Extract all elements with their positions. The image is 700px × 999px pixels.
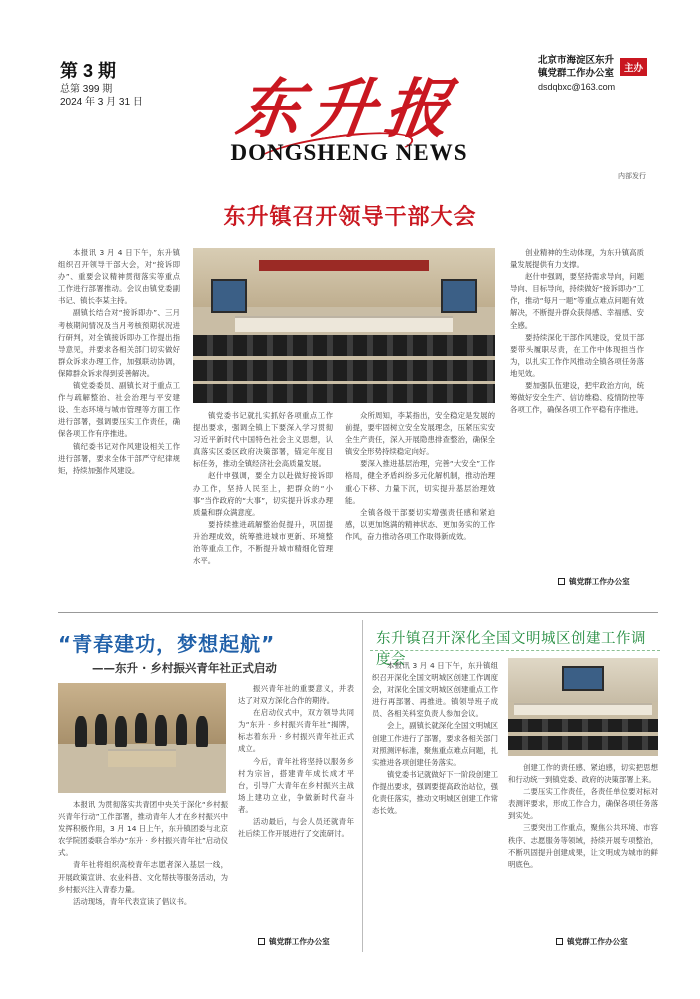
meeting-banner <box>259 260 428 271</box>
newspaper-title-cn: 东升报 <box>231 72 465 147</box>
rostrum-table <box>235 316 452 332</box>
youth-byline: 镇党群工作办公室 <box>258 936 330 947</box>
audience-row <box>193 360 495 382</box>
paragraph: 三要突出工作重点，聚焦公共环境、市容秩序、志愿服务等领域，持续开展专项整治，不断巩固提升创建成果，让文明成为城市的鲜明底色。 <box>508 823 658 869</box>
youth-column-2 <box>238 683 354 931</box>
lead-column-3 <box>345 410 495 620</box>
paragraph: 众所周知，李某指出，安全稳定是发展的前提，要牢固树立安全发展理念，压紧压实安全生产责任，深入开展隐患排查整治，确保全镇安全形势持续稳定向好。 <box>345 411 495 457</box>
civ-byline: 镇党群工作办公室 <box>556 936 628 947</box>
civ-column-1 <box>372 660 498 950</box>
publisher-email: dsdqbxc@163.com <box>538 82 616 92</box>
screen-left <box>211 279 247 313</box>
issue-date: 2024 年 3 月 31 日 <box>60 97 143 108</box>
civ-headline: 东升镇召开深化全国文明城区创建工作调度会 <box>376 631 646 668</box>
meeting-photo <box>193 248 495 403</box>
lead-byline: 镇党群工作办公室 <box>558 576 630 587</box>
paragraph: 二要压实工作责任，各责任单位要对标对表测评要求，形成工作合力，确保各项任务落到实处。 <box>508 787 658 821</box>
sponsor-badge: 主办 <box>620 58 647 76</box>
lead-column-1 <box>58 247 180 619</box>
square-icon <box>258 938 265 945</box>
newspaper-title-en: DONGSHENG NEWS <box>230 140 468 165</box>
paragraph: 创业精神的生动体现，为东升镇高质量发展提供有力支撑。 <box>510 248 644 270</box>
paragraph: 镇党委书记就扎实抓好各项重点工作提出要求，强调全镇上下要深入学习贯彻习近平新时代中国特色社会主义思想，认真落实区委区政府决策部署，锚定年度目标任务，推动全镇经济社会高质量发展。 <box>193 411 333 469</box>
audience-row <box>508 719 658 733</box>
paragraph: 本报讯 3 月 4 日下午，东升镇组织召开领导干部大会，对“接诉即办”、重要会议精神贯彻落实等重点工作进行部署推动。会议由镇党委副书记、镇长李某主持。 <box>58 248 180 306</box>
paragraph: 赵什申强调，要坚持需求导向，问题导向、目标导向，持续做好“接诉即办”工作，推动“每月一题”等重点难点问题有效解决，不断提升群众获得感、幸福感、安全感。 <box>510 272 644 330</box>
internal-distribution-note: 内部发行 <box>618 172 646 180</box>
paragraph: 今后，青年社将坚持以服务乡村为宗旨，搭建青年成长成才平台，引导广大青年在乡村振兴主战场上建功立业，争做新时代奋斗者。 <box>238 756 354 814</box>
youth-column-1 <box>58 799 228 949</box>
paragraph: 镇纪委书记对作风建设相关工作进行部署，要求全体干部严守纪律规矩，持续加强作风建设。 <box>58 441 180 475</box>
section-divider <box>58 612 658 613</box>
publisher-name: 北京市海淀区东升镇党群工作办公室 <box>538 55 615 79</box>
paragraph: 副镇长结合对“接诉即办”、三月考核期间情况及当月考核预期状况进行研判，对全镇接诉即办工作提出指导意见，并要求各相关部门切实做好群众诉求办理工作，加强联动协调，保障群众诉求得到妥善解决。 <box>58 308 180 378</box>
youth-subtitle: ——东升 · 乡村振兴青年社正式启动 <box>92 661 277 675</box>
paragraph: 要加强队伍建设，把牢政治方向，统筹做好安全生产、信访维稳、疫情防控等各项工作，确保各项工作平稳有序推进。 <box>510 381 644 415</box>
issue-number: 第 3 期 <box>60 61 117 81</box>
paragraph: 要持续深化干部作风建设，党员干部要带头履职尽责，在工作中体现担当作为，以扎实工作作风推动全镇各项任务落地见效。 <box>510 332 644 378</box>
column-divider <box>362 620 363 952</box>
youth-photo <box>58 683 226 793</box>
paragraph: 创建工作的责任感、紧迫感，切实把思想和行动统一到镇党委、政府的决策部署上来。 <box>508 763 658 785</box>
paragraph: 活动现场，青年代表宣读了倡议书。 <box>73 896 192 906</box>
lead-column-2 <box>193 410 333 620</box>
paragraph: 会上，副镇长就深化全国文明城区创建工作进行了部署，要求各相关部门对照测评标准，聚焦重点难点问题，扎实推进各项创建任务落实。 <box>372 721 498 767</box>
audience-row <box>193 335 495 357</box>
paragraph: 镇党委委员、副镇长对于重点工作与疏解整治、社会治理与平安建设、生态环境与城市管理等方面工作进行部署，强调要压实工作责任，确保各项工作有序推进。 <box>58 381 180 439</box>
paragraph: 赵什申强调，要全力以赴做好接诉即办工作，坚持人民至上，把群众的“小事”当作政府的“大事”，切实提升诉求办理质量和群众满意度。 <box>193 471 333 517</box>
paragraph: 要持续推进疏解整治促提升，巩固提升治理成效，统筹推进城市更新、环境整治等重点工作，不断提升城市精细化管理水平。 <box>193 519 333 566</box>
square-icon <box>558 578 565 585</box>
audience-row <box>193 384 495 403</box>
civ-column-2 <box>508 762 658 932</box>
lead-headline: 东升镇召开领导干部大会 <box>223 205 477 230</box>
issue-total: 总第 399 期 <box>60 84 113 95</box>
lead-column-4 <box>510 247 644 572</box>
youth-headline: “青春建功，梦想起航” <box>58 632 276 656</box>
screen-right <box>441 279 477 313</box>
paragraph: 振兴青年社的重要意义，并表达了对双方深化合作的期待。 <box>238 684 354 706</box>
paragraph: 镇党委书记就做好下一阶段创建工作提出要求，强调要提高政治站位，强化责任落实，推动文明城区创建工作常态长效。 <box>372 769 498 816</box>
issue-info <box>60 57 170 109</box>
paragraph: 在启动仪式中，双方领导共同为“东升 · 乡村振兴青年社”揭牌，标志着东升 · 乡村振兴青年社正式成立。 <box>238 708 354 754</box>
newspaper-logo <box>214 58 484 168</box>
paragraph: 要深入推进基层治理，完善“大安全”工作格局，健全矛盾纠纷多元化解机制，推动治理重心下移、力量下沉，切实提升基层治理效能。 <box>345 459 495 505</box>
audience-row <box>508 736 658 750</box>
paragraph: 活动最后，与会人员还就青年社后续工作开展进行了交流研讨。 <box>238 817 354 839</box>
screen <box>562 666 604 691</box>
publisher-block <box>538 54 662 92</box>
civ-meeting-photo <box>508 658 658 756</box>
paragraph: 本报讯 为贯彻落实共青团中央关于深化“乡村振兴青年行动”工作部署，推动青年人才在乡村振兴中发挥积极作用，3 月 14 日上午，东升镇团委与北京农学院团委联合举办“东升 · 乡村振兴青年社”启动仪式。 <box>58 800 228 858</box>
civ-headline-rule <box>370 650 660 651</box>
paragraph: 全镇各级干部要切实增强责任感和紧迫感，以更加饱满的精神状态、更加务实的工作作风，奋力推动各项工作取得新成效。 <box>345 507 495 541</box>
paragraph: 青年社将组织高校青年志愿者深入基层一线，开展政策宣讲、农业科普、文化帮扶等服务活动，为乡村振兴注入青春力量。 <box>58 860 228 894</box>
conference-table <box>514 703 652 715</box>
paragraph: 本报讯 3 月 4 日下午，东升镇组织召开深化全国文明城区创建工作调度会，对深化全国文明城区创建重点工作进行再部署、再推进。镇领导班子成员、各相关科室负责人参加会议。 <box>372 661 498 719</box>
square-icon <box>556 938 563 945</box>
